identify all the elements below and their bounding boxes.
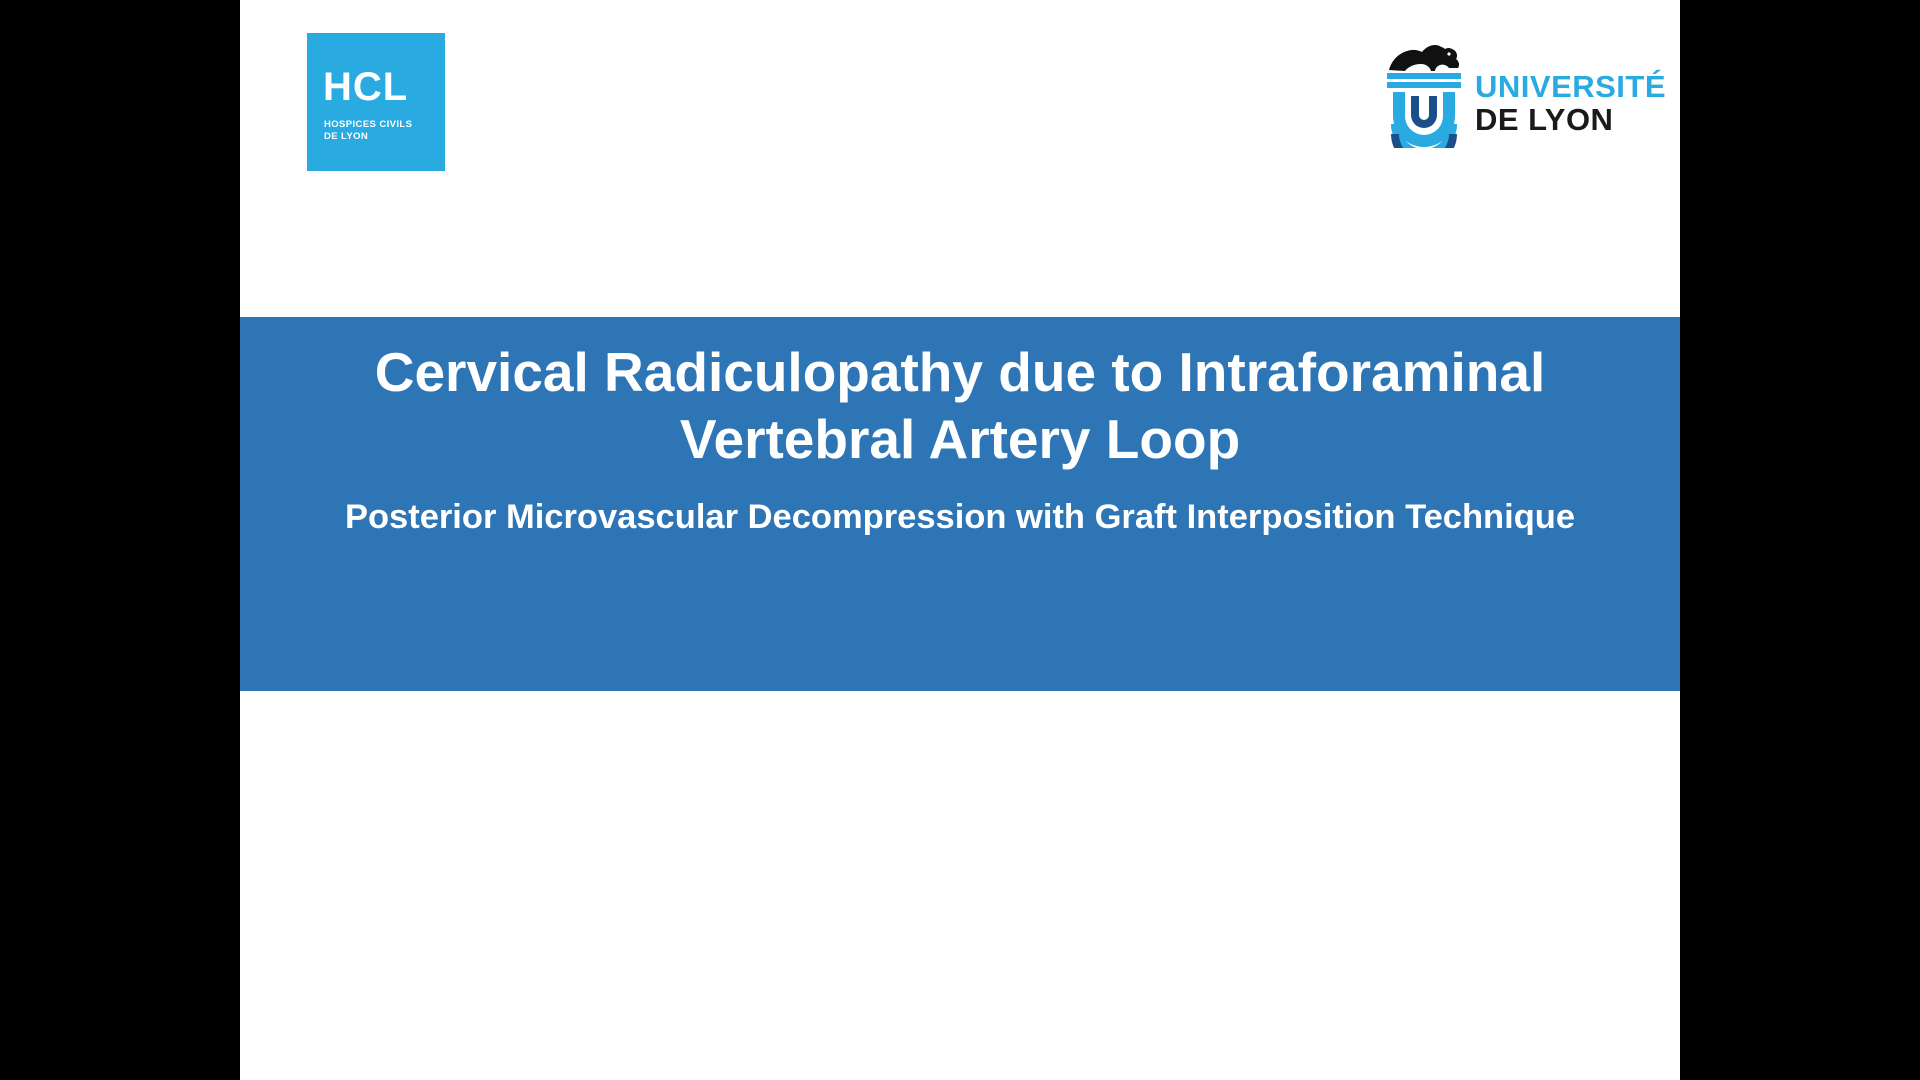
universite-de-lyon-wordmark [1475, 70, 1666, 137]
slide-subtitle: Posterior Microvascular Decompression with Graft Interposition Technique [344, 498, 1576, 537]
udl-wordmark-line2: DE LYON [1475, 102, 1614, 138]
hcl-logo-line2: DE LYON [324, 131, 369, 142]
lion-emblem-icon [1385, 40, 1463, 148]
hcl-logo-line1: HOSPICES CIVILS [324, 119, 413, 130]
slide-title: Cervical Radiculopathy due to Intraforaminal Vertebral Artery Loop [374, 341, 1546, 471]
universite-de-lyon-logo [1385, 40, 1667, 150]
hcl-logo [307, 33, 445, 171]
slide-canvas [240, 0, 1680, 1080]
udl-wordmark-line1: UNIVERSITÉ [1475, 69, 1667, 104]
title-band [240, 317, 1680, 691]
hcl-logo-acronym: HCL [323, 65, 409, 109]
